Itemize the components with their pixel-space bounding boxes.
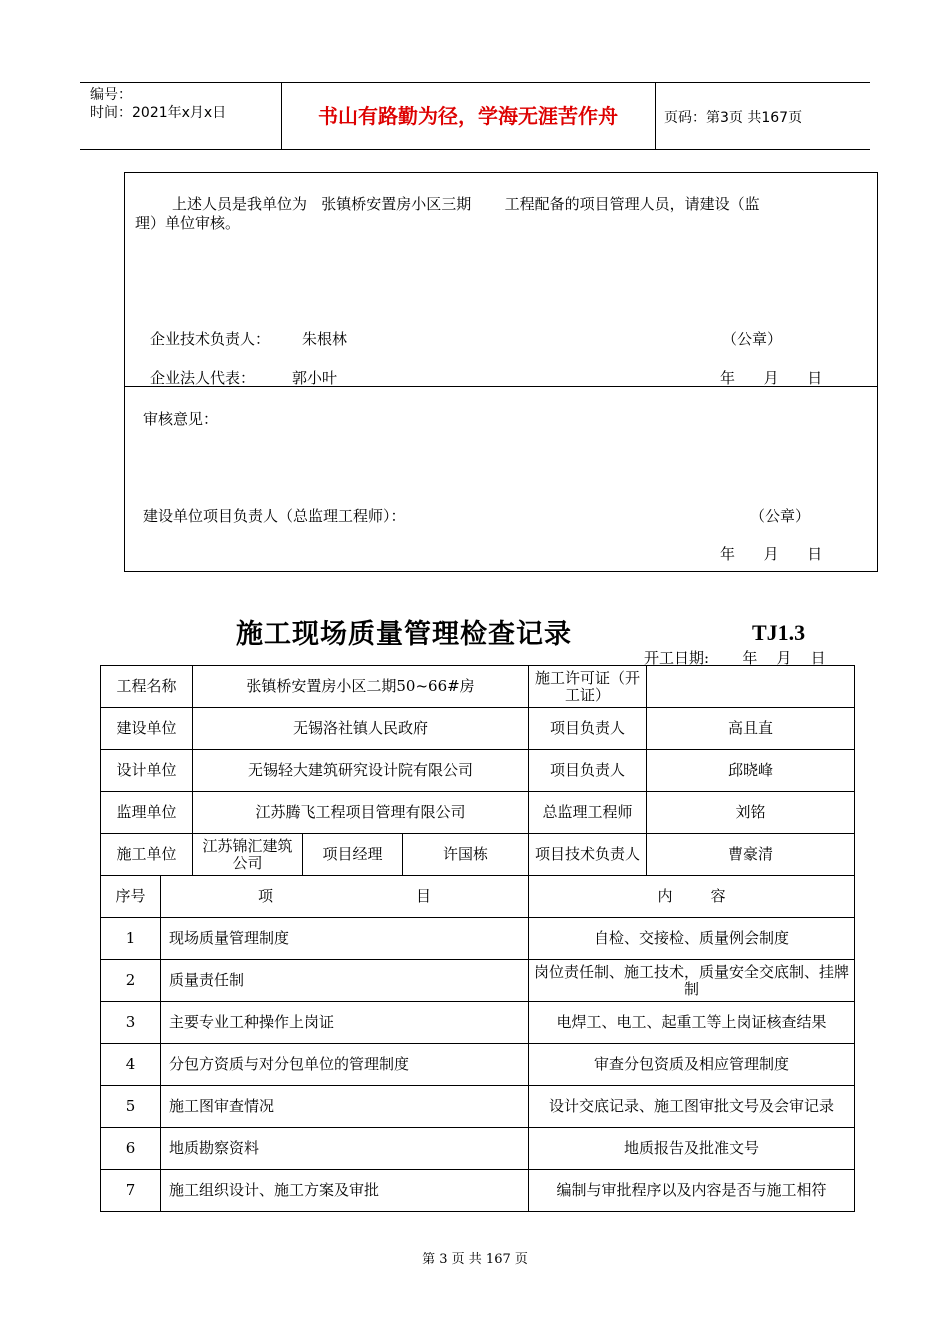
item-content: 自检、交接检、质量例会制度 [529, 918, 855, 960]
cell-label2: 项目负责人 [529, 750, 647, 792]
item-name: 地质勘察资料 [161, 1128, 529, 1170]
header-no: 序号 [101, 876, 161, 918]
table-header-row [101, 876, 855, 918]
cell-label: 监理单位 [101, 792, 193, 834]
item-content: 编制与审批程序以及内容是否与施工相符 [529, 1170, 855, 1212]
table-row [101, 834, 855, 876]
date-2: 年 月 日 [720, 545, 823, 563]
legal-label: 企业法人代表： [150, 369, 256, 387]
table-row [101, 792, 855, 834]
table-row [101, 1170, 855, 1212]
cell-value2: 高且直 [647, 708, 855, 750]
motto: 书山有路勤为径，学海无涯苦作舟 [318, 104, 618, 128]
header-top-rule [80, 82, 870, 83]
legal-name: 郭小叶 [292, 369, 338, 387]
review-label: 审核意见： [143, 410, 219, 428]
header-divider-2 [655, 82, 656, 149]
item-no: 1 [101, 918, 161, 960]
start-date: 开工日期: 年 月 日 [644, 649, 826, 667]
cell-value2: 曹豪清 [647, 834, 855, 876]
time-label: 时间：2021年x月x日 [90, 105, 227, 121]
cell-value: 江苏锦汇建筑公司 [193, 834, 303, 876]
table-row [101, 918, 855, 960]
tech-label: 企业技术负责人： [150, 330, 271, 348]
cell-value2: 刘铭 [647, 792, 855, 834]
table-row [101, 666, 855, 708]
statement-line-2: 理）单位审核。 [135, 214, 241, 232]
date-1: 年 月 日 [720, 369, 823, 387]
cell-label: 建设单位 [101, 708, 193, 750]
seal-1: （公章） [722, 330, 783, 348]
cell-label2: 总监理工程师 [529, 792, 647, 834]
item-name: 现场质量管理制度 [161, 918, 529, 960]
cell-value2 [647, 666, 855, 708]
cell-pm: 许国栋 [403, 834, 529, 876]
item-name: 主要专业工种操作上岗证 [161, 1002, 529, 1044]
page-info: 页码：第3页 共167页 [664, 110, 803, 126]
statement-line-1: 上述人员是我单位为 张镇桥安置房小区三期 工程配备的项目管理人员，请建设（监 [172, 195, 760, 213]
item-no: 7 [101, 1170, 161, 1212]
item-name: 施工图审查情况 [161, 1086, 529, 1128]
item-name: 分包方资质与对分包单位的管理制度 [161, 1044, 529, 1086]
form-title: 施工现场质量管理检查记录 [236, 619, 572, 650]
header-content: 内 容 [529, 876, 855, 918]
cell-value: 张镇桥安置房小区二期50~66#房 [193, 666, 529, 708]
tech-name: 朱根林 [302, 330, 348, 348]
item-name: 质量责任制 [161, 960, 529, 1002]
item-no: 6 [101, 1128, 161, 1170]
cell-value2: 邱晓峰 [647, 750, 855, 792]
cell-value: 无锡洛社镇人民政府 [193, 708, 529, 750]
item-content: 岗位责任制、施工技术，质量安全交底制、挂牌制 [529, 960, 855, 1002]
quality-check-table [100, 665, 855, 1212]
cell-label: 工程名称 [101, 666, 193, 708]
header-bottom-rule [80, 149, 870, 150]
item-content: 审查分包资质及相应管理制度 [529, 1044, 855, 1086]
cell-label: 设计单位 [101, 750, 193, 792]
cell-pm-label: 项目经理 [303, 834, 403, 876]
cell-label: 施工单位 [101, 834, 193, 876]
item-no: 4 [101, 1044, 161, 1086]
item-name: 施工组织设计、施工方案及审批 [161, 1170, 529, 1212]
seal-2: （公章） [750, 507, 811, 525]
item-no: 5 [101, 1086, 161, 1128]
item-content: 电焊工、电工、起重工等上岗证核查结果 [529, 1002, 855, 1044]
table-row [101, 1002, 855, 1044]
table-row [101, 708, 855, 750]
cell-value: 无锡轻大建筑研究设计院有限公司 [193, 750, 529, 792]
item-no: 2 [101, 960, 161, 1002]
number-label: 编号： [90, 87, 132, 103]
cell-label2: 项目负责人 [529, 708, 647, 750]
item-content: 设计交底记录、施工图审批文号及会审记录 [529, 1086, 855, 1128]
cell-label2: 施工许可证（开工证） [529, 666, 647, 708]
supervisor-label: 建设单位项目负责人（总监理工程师）： [143, 507, 406, 525]
table-row [101, 750, 855, 792]
item-no: 3 [101, 1002, 161, 1044]
item-content: 地质报告及批准文号 [529, 1128, 855, 1170]
table-row [101, 960, 855, 1002]
cell-label2: 项目技术负责人 [529, 834, 647, 876]
table-row [101, 1086, 855, 1128]
table-row [101, 1128, 855, 1170]
header-item: 项 目 [161, 876, 529, 918]
table-row [101, 1044, 855, 1086]
form-code: TJ1.3 [752, 620, 806, 645]
page-footer: 第 3 页 共 167 页 [422, 1252, 528, 1267]
cell-value: 江苏腾飞工程项目管理有限公司 [193, 792, 529, 834]
header-left [90, 86, 226, 122]
